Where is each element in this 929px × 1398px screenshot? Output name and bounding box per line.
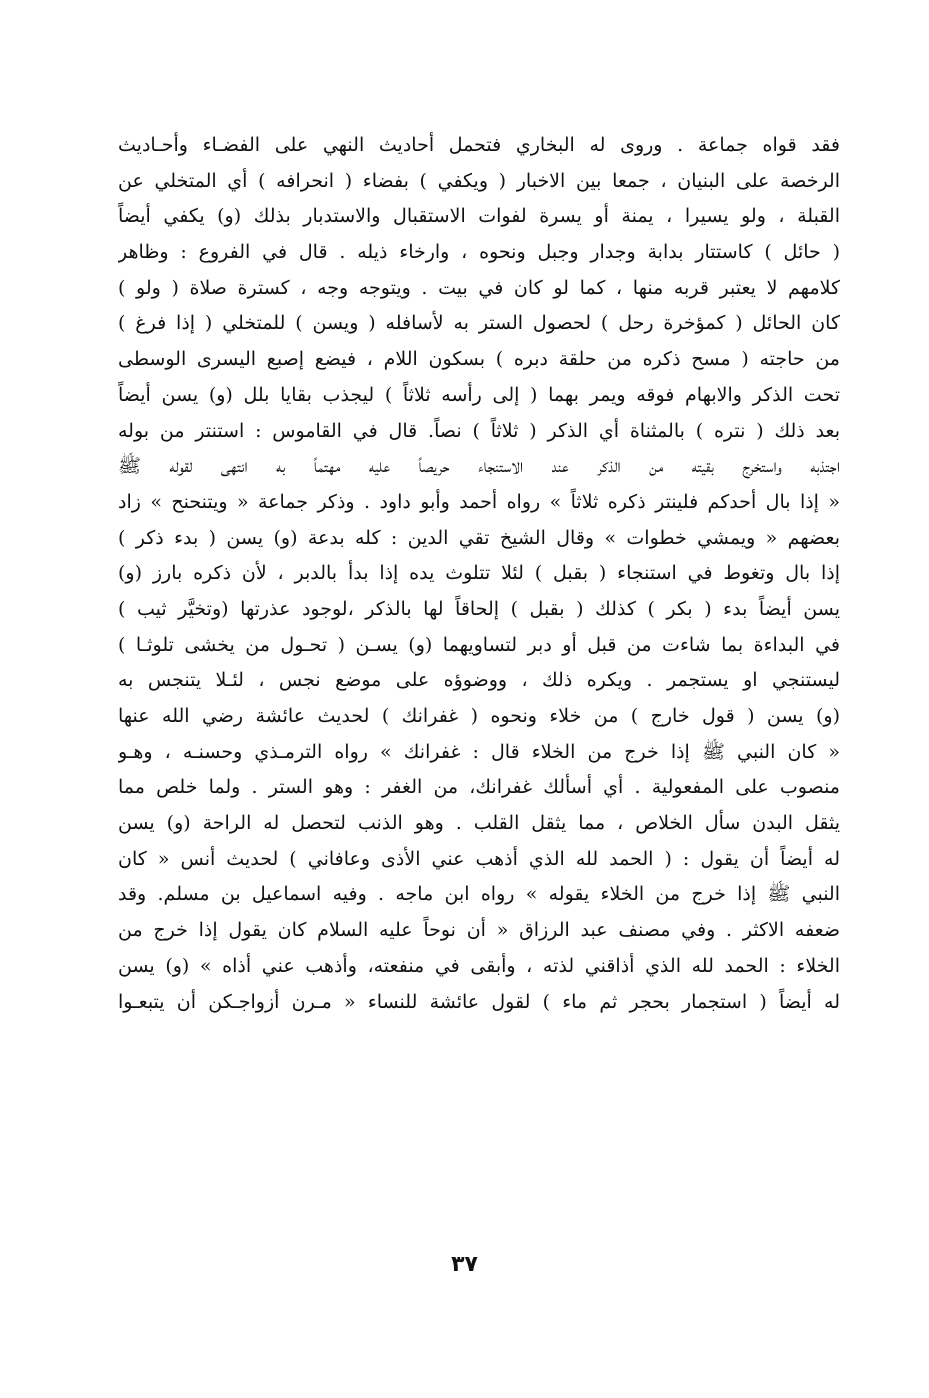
text-line: يثقل البدن سأل الخلاص ، مما يثقل القلب . وهو الذنب لتحصل له الراحة (و) يسن [118, 812, 840, 835]
text-line: بعد ذلك ( نتره ) بالمثناة أي الذكر ( ثلاثاً ) نصاً. قال في القاموس : استنتر من بوله [118, 419, 840, 442]
text-line: النبي ﷺ إذا خرج من الخلاء يقوله » رواه ابن ماجه . وفيه اسماعيل بن مسلم. وقد [118, 883, 840, 906]
text-line: « كان النبي ﷺ إذا خرج من الخلاء قال : غفرانك » رواه الترمـذي وحسنـه ، وهـو [118, 740, 840, 763]
text-line: ( حائل ) كاستتار بدابة وجدار وجبل ونحوه ، وارخاء ذيله . قال في الفروع : وظاهر [118, 241, 840, 264]
text-line: القبلة ، ولو يسيرا ، يمنة أو يسرة لفوات الاستقبال والاستدبار بذلك (و) يكفي أيضاً [118, 205, 840, 228]
text-line: ضعفه الاكثر . وفي مصنف عبد الرزاق « أن نوحاً عليه السلام كان يقول إذا خرج من [118, 919, 840, 942]
page-number: ٣٧ [451, 1252, 478, 1277]
text-line: « إذا بال أحدكم فلينتر ذكره ثلاثاً » رواه أحمد وأبو داود . وذكر جماعة « ويتنحنح » زاد [118, 490, 840, 513]
text-line: إذا بال وتغوط في استنجاء ( بقبل ) لئلا تتلوث يده إذا بدأ بالدبر ، لأن ذكره بارز (و) [118, 562, 840, 585]
body-text [118, 128, 840, 1020]
text-line: كان الحائل ( كمؤخرة رحل ) لحصول الستر به لأسافله ( ويسن ) للمتخلي ( إذا فرغ ) [118, 312, 840, 335]
text-line: ليستنجي او يستجمر . ويكره ذلك ، ووضوؤه على موضع نجس ، لئـلا يتنجس به [118, 669, 840, 692]
text-line: له أيضاً ( استجمار بحجر ثم ماء ) لقول عائشة للنساء « مـرن أزواجـكن أن يتبعـوا [118, 990, 840, 1013]
text-line: بعضهم « ويمشي خطوات » وقال الشيخ تقي الدين : كله بدعة (و) يسن ( بدء ذكر ) [118, 526, 840, 549]
text-line: في البداءة بما شاءت من قبل أو دبر لتساويهما (و) يسـن ( تحـول من يخشى تلوثـا ) [118, 633, 840, 656]
text-line: فقد قواه جماعة . وروى له البخاري فتحمل أحاديث النهي على الفضـاء وأحـاديث [118, 134, 840, 156]
text-line: يسن أيضاً بدء ( بكر ) كذلك ( بقبل ) إلحاقاً لها بالذكر ،لوجود عذرتها (وتخيَّر ثيب ) [118, 597, 840, 620]
text-line: كلامهم لا يعتبر قربه منها ، كما لو كان في بيت . ويتوجه وجه ، كسترة صلاة ( ولو ) [118, 276, 840, 299]
text-line: (و) يسن ( قول خارج ) من خلاء ونحوه ( غفرانك ) لحديث عائشة رضي الله عنها [118, 705, 840, 727]
text-line: من حاجته ( مسح ذكره من حلقة دبره ) بسكون اللام ، فيضع إصبع اليسرى الوسطى [118, 348, 840, 371]
text-line: الخلاء : الحمد لله الذي أذاقني لذته ، وأبقى في منفعته، وأذهب عني أذاه » (و) يسن [118, 954, 840, 977]
text-line: الرخصة على البنيان ، جمعا بين الاخبار ( ويكفي ) بفضاء ( انحرافه ) أي المتخلي عن [118, 169, 840, 192]
text-line: اجتذبه واستخرج بقيته من الذكر عند الاستنجاء حريصاً عليه مهتماً به انتهى لقوله ﷺ [118, 455, 840, 478]
text-line: منصوب على المفعولية . أي أسألك غفرانك، من الغفر : وهو الستر . ولما خلص مما [118, 776, 840, 799]
text-line: له أيضاً أن يقول : ( الحمد لله الذي أذهب عني الأذى وعافاني ) لحديث أنس « كان [118, 847, 840, 870]
text-line: تحت الذكر والابهام فوقه ويمر بهما ( إلى رأسه ثلاثاً ) ليجذب بقايا بلل (و) يسن أيضاً [118, 383, 840, 406]
